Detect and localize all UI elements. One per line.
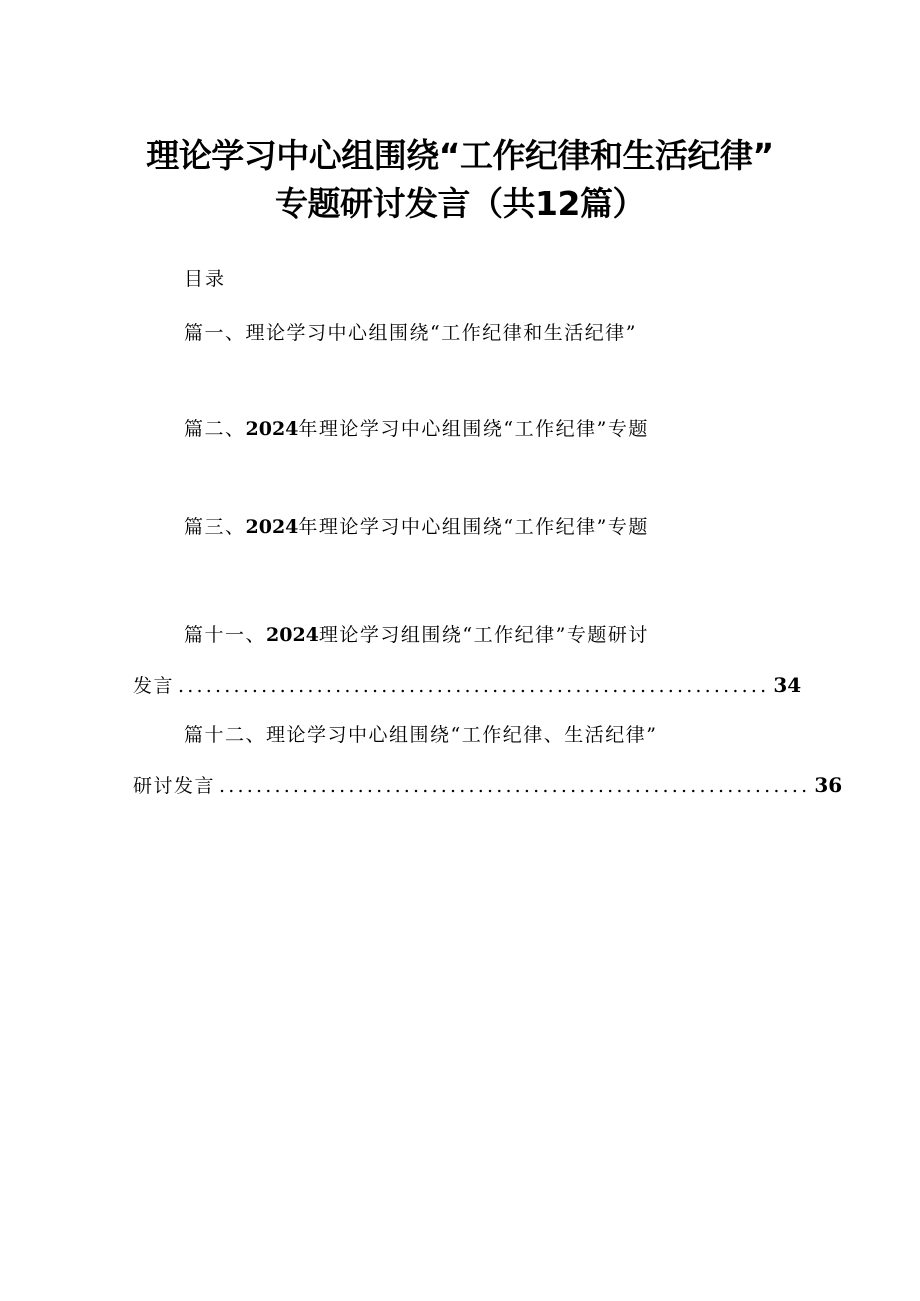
toc-entry-prefix: 篇十一、 — [184, 624, 267, 646]
toc-dot-leader: ................................................................ — [219, 775, 811, 797]
toc-entry-3[interactable] — [184, 512, 649, 539]
toc-entry-11-continuation[interactable] — [133, 671, 802, 698]
toc-entry-text: 理论学习中心组围绕“工作纪律和生活纪律” — [245, 322, 637, 344]
toc-entry-year: 2024 — [245, 418, 299, 440]
toc-entry-prefix: 篇一、 — [184, 322, 246, 344]
toc-entry-11[interactable] — [184, 620, 649, 647]
toc-entry-continuation-text: 发言 — [133, 675, 175, 697]
toc-heading: 目录 — [184, 268, 227, 290]
toc-entry-year: 2024 — [266, 624, 319, 646]
toc-entry-text: 理论学习组围绕“工作纪律”专题研讨 — [318, 624, 649, 646]
title-line-2: 专题研讨发言（共12篇） — [275, 184, 645, 223]
toc-dot-leader: ................................................................ — [178, 675, 770, 697]
toc-entry-prefix: 篇三、 — [184, 516, 246, 538]
toc-entry-12[interactable] — [184, 720, 657, 747]
toc-page-number: 34 — [773, 673, 802, 697]
toc-entry-12-continuation[interactable] — [133, 771, 843, 798]
toc-entry-text: 年理论学习中心组围绕“工作纪律”专题 — [298, 418, 649, 440]
toc-entry-prefix: 篇十二、 — [184, 724, 267, 746]
toc-entry-1[interactable] — [184, 318, 637, 345]
title-line-1: 理论学习中心组围绕“工作纪律和生活纪律” — [146, 136, 774, 175]
toc-page-number: 36 — [814, 773, 843, 797]
toc-entry-continuation-text: 研讨发言 — [133, 775, 216, 797]
toc-entry-text: 年理论学习中心组围绕“工作纪律”专题 — [298, 516, 649, 538]
toc-entry-year: 2024 — [245, 516, 299, 538]
toc-entry-2[interactable] — [184, 414, 649, 441]
toc-entry-text: 理论学习中心组围绕“工作纪律、生活纪律” — [266, 724, 658, 746]
toc-entry-prefix: 篇二、 — [184, 418, 246, 440]
document-title — [0, 132, 920, 228]
